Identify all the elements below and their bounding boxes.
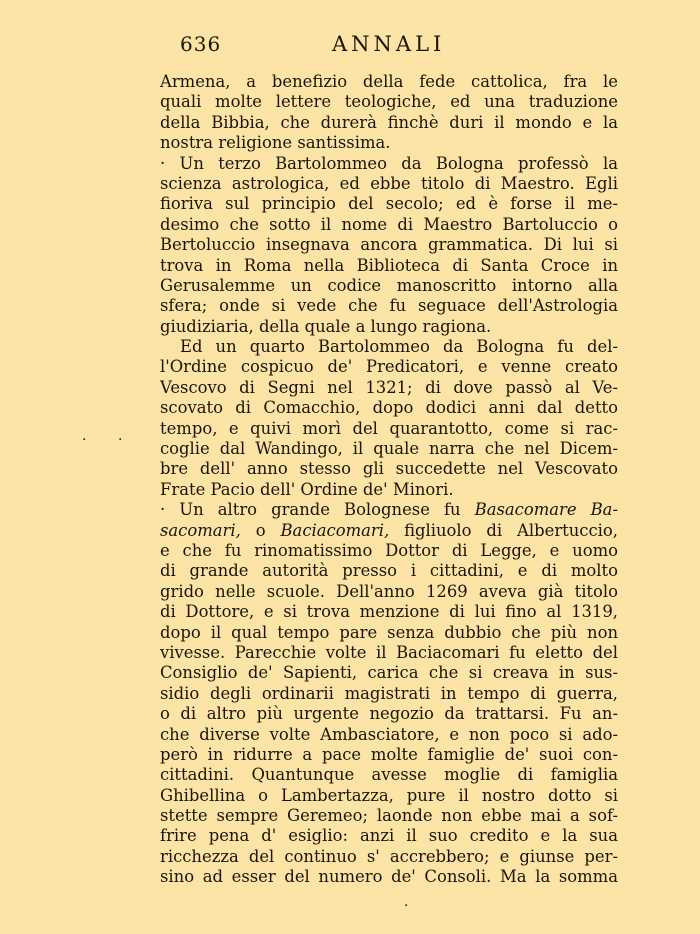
text-segment: quali molte lettere teologiche, ed una traduzione	[160, 92, 618, 112]
text-line	[160, 113, 618, 133]
text-line	[160, 480, 618, 500]
text-segment: Consiglio de' Sapienti, carica che si creava in sus-	[160, 663, 618, 683]
text-segment: stette sempre Geremeo; laonde non ebbe mai a sof-	[160, 806, 618, 826]
text-segment: nostra religione santissima.	[160, 133, 391, 153]
text-line	[160, 398, 618, 418]
text-segment: grido nelle scuole. Dell'anno 1269 aveva già titolo	[160, 581, 618, 601]
text-segment: · Un altro grande Bolognese fu	[160, 500, 475, 520]
text-line	[160, 765, 618, 785]
text-segment: o di altro più urgente negozio da trattarsi. Fu an-	[160, 704, 618, 724]
text-segment: frire pena d' esiglio: anzi il suo credito e la sua	[160, 826, 618, 846]
text-line	[160, 419, 618, 439]
text-line	[160, 92, 618, 112]
text-line	[160, 439, 618, 459]
text-segment: Ghibellina o Lambertazza, pure il nostro dotto si	[160, 785, 618, 805]
text-line	[160, 847, 618, 867]
print-speck: ·	[82, 432, 87, 448]
text-segment: tempo, e quivi morì del quarantotto, come si rac-	[160, 418, 618, 438]
page-header	[160, 32, 620, 60]
text-line	[160, 704, 618, 724]
text-line	[160, 133, 618, 153]
running-title: ANNALI	[332, 32, 446, 56]
text-line	[160, 357, 618, 377]
text-segment: coglie dal Wandingo, il quale narra che nel Dicem-	[160, 439, 618, 459]
text-line	[160, 561, 618, 581]
text-line	[160, 296, 618, 316]
text-segment: Vescovo di Segni nel 1321; di dove passò al Ve-	[160, 377, 618, 397]
text-line	[160, 521, 618, 541]
text-line	[160, 806, 618, 826]
text-segment: scienza astrologica, ed ebbe titolo di Maestro. Egli	[160, 173, 618, 193]
page-number: 636	[180, 32, 222, 56]
text-segment: fioriva sul principio del secolo; ed è forse il me-	[160, 194, 618, 214]
text-segment: Frate Pacio dell' Ordine de' Minori.	[160, 479, 454, 499]
text-segment: l'Ordine cospicuo de' Predicatori, e venne creato	[160, 357, 618, 377]
text-segment: trova in Roma nella Biblioteca di Santa Croce in	[160, 255, 618, 275]
text-segment: · Un terzo Bartolommeo da Bologna professò la	[160, 153, 618, 173]
text-segment: che diverse volte Ambasciatore, e non poco si ado-	[160, 724, 618, 744]
text-segment: sino ad esser del numero de' Consoli. Ma la somma	[160, 867, 618, 887]
text-segment: cittadini. Quantunque avesse moglie di famiglia	[160, 765, 618, 785]
text-segment: figliuolo di Albertuccio,	[389, 520, 618, 540]
text-line	[160, 786, 618, 806]
text-line	[160, 337, 618, 357]
text-segment: Armena, a benefizio della fede cattolica, fra le	[160, 72, 618, 91]
print-speck: ·	[404, 898, 409, 914]
text-segment: o	[240, 520, 281, 540]
body-text	[160, 72, 618, 888]
text-line	[160, 194, 618, 214]
text-line	[160, 725, 618, 745]
print-speck: ·	[118, 432, 123, 448]
text-line	[160, 459, 618, 479]
text-line	[160, 643, 618, 663]
text-line	[160, 72, 618, 92]
text-segment: di grande autorità presso i cittadini, e di molto	[160, 561, 618, 581]
text-line	[160, 623, 618, 643]
text-line	[160, 500, 618, 520]
text-segment: Bertoluccio insegnava ancora grammatica. Di lui si	[160, 235, 618, 255]
text-line	[160, 602, 618, 622]
text-segment: bre dell' anno stesso gli succedette nel Vescovato	[160, 459, 618, 479]
text-segment: sfera; onde si vede che fu seguace dell'Astrologia	[160, 296, 618, 316]
text-segment: ricchezza del continuo s' accrebbero; e giunse per-	[160, 846, 618, 866]
text-line	[160, 867, 618, 887]
text-segment: scovato di Comacchio, dopo dodici anni dal detto	[160, 398, 618, 418]
text-line	[160, 684, 618, 704]
text-segment: dopo il qual tempo pare senza dubbio che più non	[160, 622, 618, 642]
italic-name: Basacomare Ba-	[474, 500, 618, 520]
text-line	[160, 235, 618, 255]
text-segment: desimo che sotto il nome di Maestro Bartoluccio o	[160, 214, 618, 234]
text-segment: Gerusalemme un codice manoscritto intorno alla	[160, 275, 618, 295]
text-line	[160, 663, 618, 683]
text-line	[160, 541, 618, 561]
text-line	[160, 378, 618, 398]
italic-name: sacomari,	[160, 520, 241, 540]
text-segment: e che fu rinomatissimo Dottor di Legge, e uomo	[160, 540, 618, 560]
text-line	[160, 826, 618, 846]
text-line	[160, 215, 618, 235]
text-line	[160, 154, 618, 174]
text-line	[160, 745, 618, 765]
text-segment: sidio degli ordinarii magistrati in tempo di guerra,	[160, 683, 618, 703]
text-line	[160, 276, 618, 296]
text-line	[160, 256, 618, 276]
text-segment: giudiziaria, della quale a lungo ragiona.	[160, 316, 492, 336]
text-line	[160, 582, 618, 602]
text-segment: vivesse. Parecchie volte il Baciacomari fu eletto del	[160, 642, 618, 662]
text-segment: però in ridurre a pace molte famiglie de' suoi con-	[160, 744, 618, 764]
text-segment: della Bibbia, che durerà finchè duri il mondo e la	[160, 112, 618, 132]
text-line	[160, 317, 618, 337]
text-segment: di Dottore, e si trova menzione di lui fino al 1319,	[160, 602, 618, 622]
text-segment: Ed un quarto Bartolommeo da Bologna fu del-	[180, 337, 618, 357]
text-line	[160, 174, 618, 194]
italic-name: Baciacomari,	[280, 520, 390, 540]
